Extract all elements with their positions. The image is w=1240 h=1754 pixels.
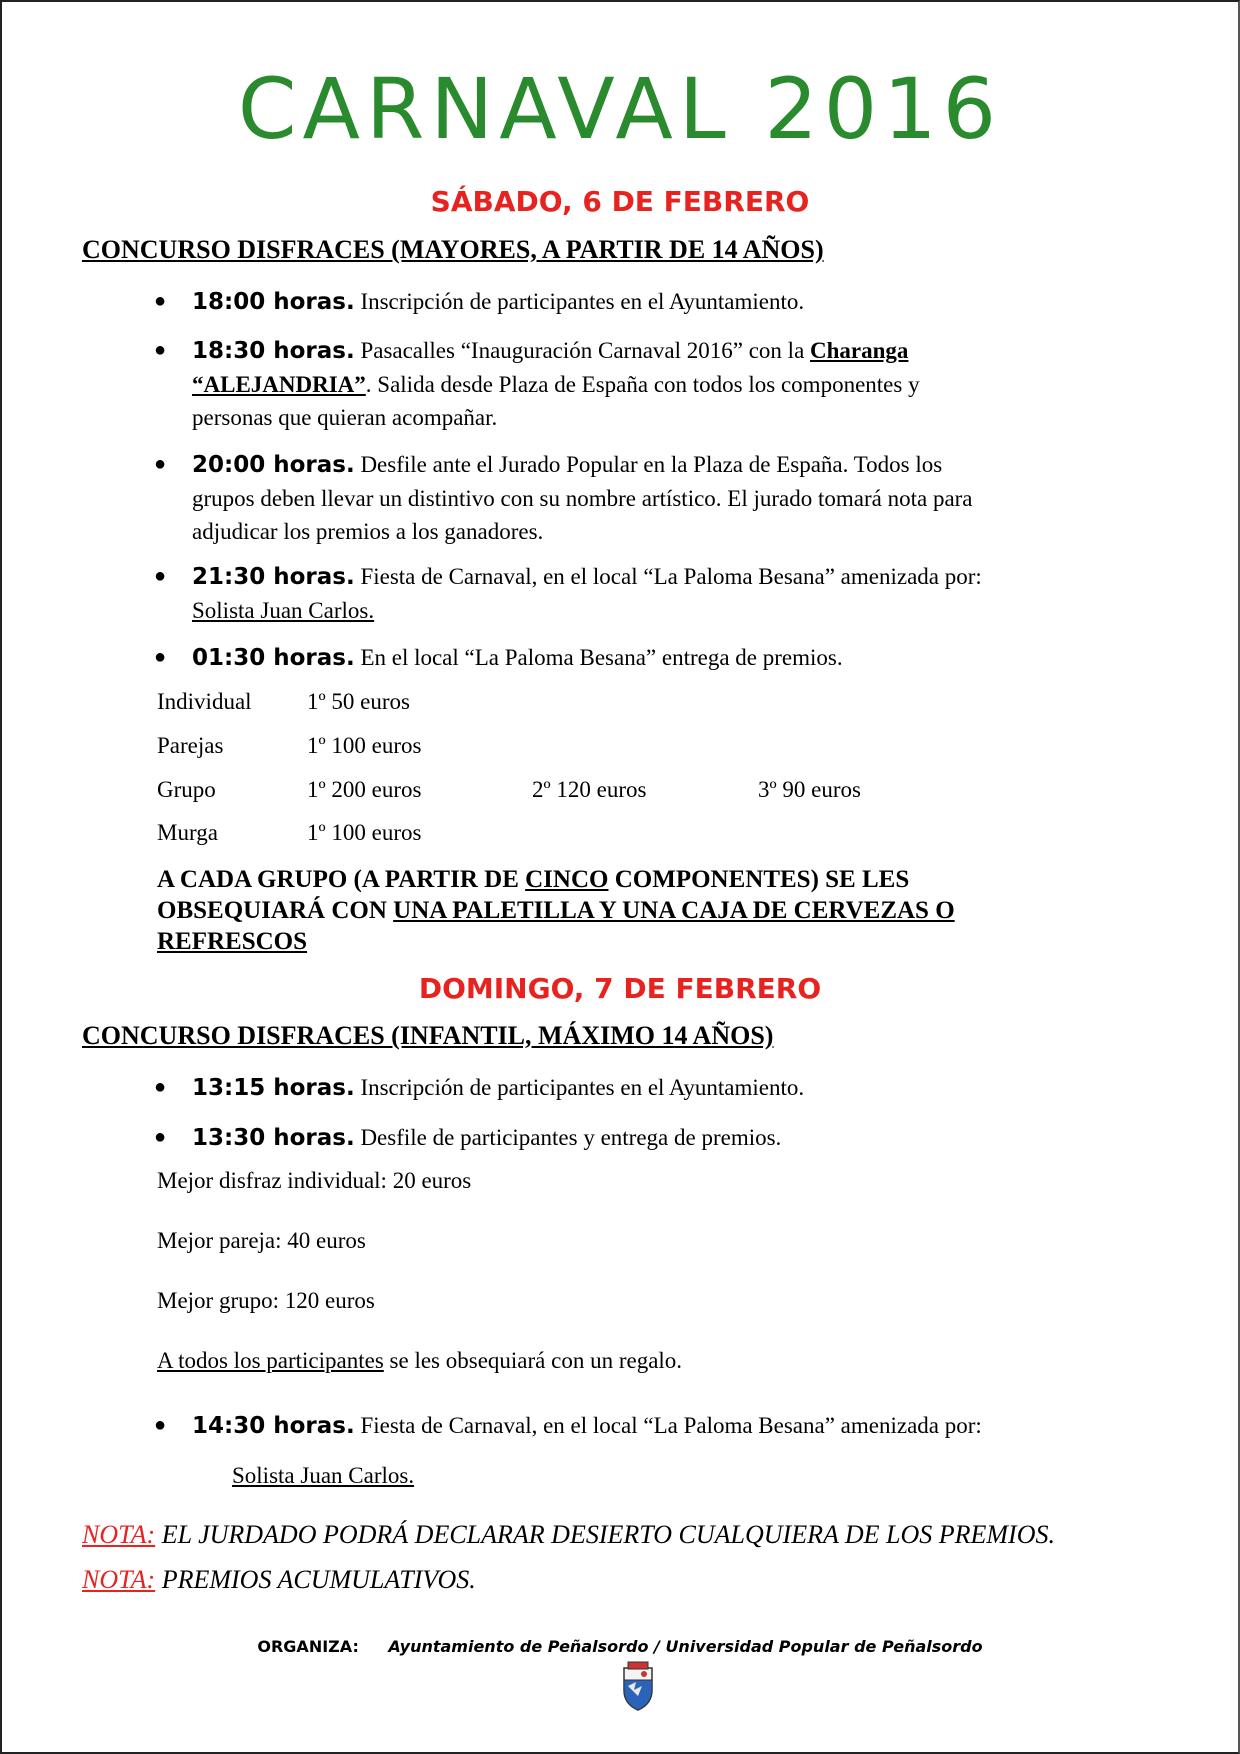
schedule-text: Desfile ante el Jurado Popular en la Plaza de España. Todos los [360, 452, 943, 477]
footer [2, 1637, 1238, 1656]
gift-text: OBSEQUIARÁ CON [157, 897, 394, 924]
kids-prize: Mejor pareja: 40 euros [157, 1228, 366, 1253]
schedule-text: adjudicar los premios a los ganadores. [192, 519, 544, 544]
schedule-text: grupos deben llevar un distintivo con su nombre artístico. El jurado tomará nota para [192, 486, 973, 511]
schedule-text: personas que quieran acompañar. [192, 405, 498, 430]
prize-amount: 1º 50 euros [307, 689, 410, 714]
schedule-time: 20:00 horas. [192, 452, 355, 478]
prize-category: Grupo [157, 777, 216, 802]
schedule-text: Inscripción de participantes en el Ayuntamiento. [360, 1075, 805, 1100]
schedule-item [154, 1121, 782, 1155]
organizer-label: ORGANIZA: [257, 1637, 359, 1656]
schedule-text: Pasacalles “Inauguración Carnaval 2016” con la [360, 338, 811, 363]
saturday-section-title: CONCURSO DISFRACES (MAYORES, A PARTIR DE 14 AÑOS) [82, 235, 824, 264]
schedule-time: 13:30 horas. [192, 1125, 355, 1151]
participants-gift-text [157, 1348, 682, 1374]
bullet-icon: ● [154, 1414, 167, 1436]
town-crest-icon [616, 1660, 660, 1712]
prize-amount: 3º 90 euros [758, 777, 861, 802]
schedule-item [154, 448, 1172, 548]
schedule-text: En el local “La Paloma Besana” entrega de premios. [360, 645, 843, 670]
schedule-item [154, 1409, 1172, 1443]
schedule-item [154, 1071, 805, 1105]
soloist-name: Solista Juan Carlos. [232, 1463, 415, 1488]
bullet-icon: ● [154, 453, 167, 475]
schedule-item [154, 560, 1172, 627]
note-text: PREMIOS ACUMULATIVOS. [155, 1565, 476, 1594]
schedule-item [154, 285, 805, 319]
prize-amount: 1º 100 euros [307, 820, 422, 845]
schedule-text: Fiesta de Carnaval, en el local “La Paloma Besana” amenizada por: [360, 564, 982, 589]
schedule-time: 13:15 horas. [192, 1075, 355, 1101]
prize-category: Parejas [157, 733, 224, 758]
bullet-icon: ● [154, 565, 167, 587]
prize-amount: 1º 200 euros [307, 777, 422, 802]
note-label: NOTA: [82, 1565, 156, 1594]
schedule-text: . Salida desde Plaza de España con todos los componentes y [365, 372, 920, 397]
schedule-text: Desfile de participantes y entrega de premios. [360, 1125, 782, 1150]
gift-text: UNA PALETILLA Y UNA CAJA DE CERVEZAS O [393, 897, 955, 924]
gift-text: COMPONENTES) SE LES [608, 866, 910, 893]
bullet-icon: ● [154, 290, 167, 312]
prize-category: Murga [157, 820, 218, 845]
kids-prize: Mejor grupo: 120 euros [157, 1288, 375, 1313]
schedule-time: 14:30 horas. [192, 1413, 355, 1439]
bullet-icon: ● [154, 1126, 167, 1148]
kids-prize: Mejor disfraz individual: 20 euros [157, 1168, 472, 1193]
bullet-icon: ● [154, 646, 167, 668]
gift-text: CINCO [525, 866, 609, 893]
bullet-icon: ● [154, 339, 167, 361]
participants-text: A todos los participantes [157, 1348, 384, 1373]
note-line [82, 1520, 1055, 1550]
gift-text: REFRESCOS [157, 928, 308, 955]
note-line [82, 1565, 476, 1595]
band-name-quoted: “ALEJANDRIA” [192, 372, 366, 397]
prize-amount: 1º 100 euros [307, 733, 422, 758]
page-title: CARNAVAL 2016 [237, 60, 1003, 158]
participants-text: se les obsequiará con un regalo. [383, 1348, 683, 1373]
gift-text: A CADA GRUPO (A PARTIR DE [157, 866, 526, 893]
group-gift-paragraph [157, 864, 1057, 957]
band-name: Charanga [810, 338, 909, 363]
note-label: NOTA: [82, 1520, 156, 1549]
prize-category: Individual [157, 689, 252, 714]
bullet-icon: ● [154, 1076, 167, 1098]
soloist-name: Solista Juan Carlos. [192, 598, 375, 623]
schedule-time: 18:00 horas. [192, 289, 355, 315]
organizer-entities: Ayuntamiento de Peñalsordo / Universidad Popular de Peñalsordo [388, 1637, 983, 1656]
schedule-time: 21:30 horas. [192, 564, 355, 590]
schedule-text: Fiesta de Carnaval, en el local “La Paloma Besana” amenizada por: [360, 1413, 982, 1438]
schedule-text: Inscripción de participantes en el Ayuntamiento. [360, 289, 805, 314]
saturday-heading: SÁBADO, 6 DE FEBRERO [430, 185, 810, 218]
prize-amount: 2º 120 euros [532, 777, 647, 802]
sunday-heading: DOMINGO, 7 DE FEBRERO [418, 972, 822, 1005]
note-text: EL JURDADO PODRÁ DECLARAR DESIERTO CUALQUIERA DE LOS PREMIOS. [155, 1520, 1055, 1549]
schedule-time: 18:30 horas. [192, 338, 355, 364]
sunday-section-title: CONCURSO DISFRACES (INFANTIL, MÁXIMO 14 AÑOS) [82, 1021, 774, 1050]
schedule-item [154, 641, 843, 675]
schedule-item [154, 334, 1092, 434]
schedule-time: 01:30 horas. [192, 645, 355, 671]
